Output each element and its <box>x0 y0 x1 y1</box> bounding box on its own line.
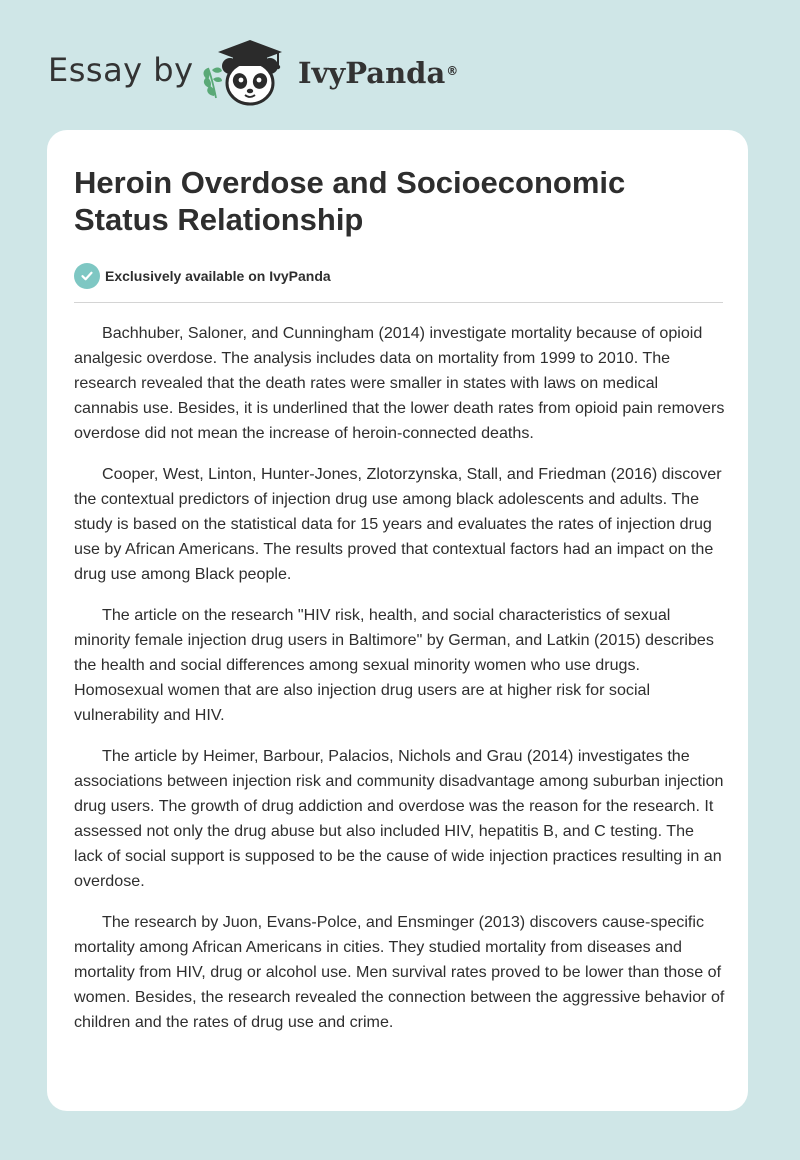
brand-name[interactable] <box>298 53 458 93</box>
paragraph: Bachhuber, Saloner, and Cunningham (2014) investigate mortality because of opioid analgesic overdose. The analysis includes data on mortality from 1999 to 2010. The research revealed that the death rates were smaller in states with laws on medical cannabis use. Besides, it is underlined that the lower death rates from opioid pain removers overdose did not mean the increase of heroin-connected deaths. <box>74 324 725 442</box>
essay-card <box>47 130 748 1111</box>
divider <box>74 302 723 303</box>
registered-mark: ® <box>446 64 459 78</box>
brand-name-text: IvyPanda <box>298 56 446 90</box>
brand-prefix: Essay by <box>48 51 194 89</box>
site-header <box>0 0 800 130</box>
paragraph: The article on the research "HIV risk, health, and social characteristics of sexual minority female injection drug users in Baltimore" by German, and Latkin (2015) describes the health and social differences among sexual minority women who use drugs. Homosexual women that are also injection drug users are at higher risk for social vulnerability and HIV. <box>74 606 714 724</box>
check-icon <box>74 263 100 289</box>
paragraph: The research by Juon, Evans-Polce, and Ensminger (2013) discovers cause-specific mortality among African Americans in cities. They studied mortality from diseases and mortality from HIV, drug or alcohol use. Men survival rates proved to be lower than those of women. Besides, the research revealed the connection between the aggressive behavior of children and the rates of drug use and crime. <box>74 913 725 1031</box>
paragraph: The article by Heimer, Barbour, Palacios, Nichols and Grau (2014) investigates the associations between injection risk and community disadvantage among suburban injection drug users. The growth of drug addiction and overdose was the reason for the research. It assessed not only the drug abuse but also included HIV, hepatitis B, and C testing. The lack of social support is supposed to be the cause of wide injection practices resulting in an overdose. <box>74 747 724 890</box>
badge-label: Exclusively available on IvyPanda <box>105 268 331 284</box>
exclusive-badge <box>74 263 331 289</box>
page-title: Heroin Overdose and Socioeconomic Status Relationship <box>74 165 626 237</box>
paragraph: Cooper, West, Linton, Hunter-Jones, Zlotorzynska, Stall, and Friedman (2016) discover the contextual predictors of injection drug use among black adolescents and adults. The study is based on the statistical data for 15 years and evaluates the rates of injection drug use by African Americans. The results proved that contextual factors had an impact on the drug use among Black people. <box>74 465 722 583</box>
essay-body <box>74 321 726 1051</box>
panda-graduation-cap-logo-icon[interactable] <box>200 36 292 108</box>
